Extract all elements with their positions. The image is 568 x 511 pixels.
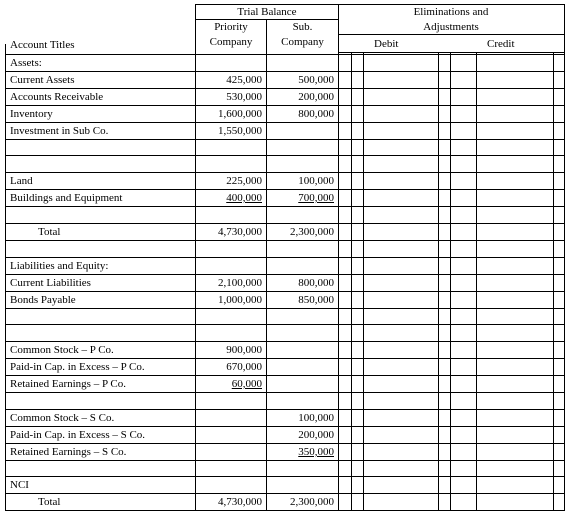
grid-hline bbox=[5, 493, 565, 494]
account-title: Assets: bbox=[10, 57, 42, 69]
priority-amount: 900,000 bbox=[226, 344, 262, 356]
account-title: Bonds Payable bbox=[10, 294, 76, 306]
account-title: Common Stock – P Co. bbox=[10, 344, 114, 356]
account-title: Retained Earnings – S Co. bbox=[10, 446, 127, 458]
grid-hline bbox=[195, 19, 339, 20]
grid-vline bbox=[363, 52, 364, 510]
priority-amount: 4,730,000 bbox=[218, 226, 262, 238]
header-sub-top: Sub. bbox=[292, 21, 313, 33]
account-title: Total bbox=[38, 496, 61, 508]
grid-vline bbox=[450, 52, 451, 510]
grid-hline bbox=[195, 4, 565, 5]
sub-amount: 200,000 bbox=[298, 429, 334, 441]
account-title: Current Assets bbox=[10, 74, 75, 86]
header-adjustments: Adjustments bbox=[423, 21, 479, 33]
priority-amount: 1,600,000 bbox=[218, 108, 262, 120]
priority-amount: 530,000 bbox=[226, 91, 262, 103]
grid-hline bbox=[5, 105, 565, 106]
account-title: Land bbox=[10, 175, 33, 187]
grid-hline bbox=[5, 54, 565, 55]
account-title: Accounts Receivable bbox=[10, 91, 104, 103]
priority-amount: 425,000 bbox=[226, 74, 262, 86]
sub-amount: 200,000 bbox=[298, 91, 334, 103]
grid-hline bbox=[5, 392, 565, 393]
account-title: Investment in Sub Co. bbox=[10, 125, 109, 137]
account-title: Buildings and Equipment bbox=[10, 192, 123, 204]
grid-vline bbox=[476, 52, 477, 510]
priority-amount: 4,730,000 bbox=[218, 496, 262, 508]
sub-amount: 2,300,000 bbox=[290, 496, 334, 508]
header-debit: Debit bbox=[374, 38, 399, 50]
header-trial-balance: Trial Balance bbox=[237, 6, 297, 18]
grid-hline bbox=[5, 358, 565, 359]
header-priority-bottom: Company bbox=[209, 36, 253, 48]
grid-hline bbox=[5, 308, 565, 309]
account-title: Common Stock – S Co. bbox=[10, 412, 115, 424]
grid-hline bbox=[339, 34, 565, 35]
grid-hline bbox=[5, 476, 565, 477]
account-title: Paid-in Cap. in Excess – S Co. bbox=[10, 429, 146, 441]
header-priority-top: Priority bbox=[214, 21, 248, 33]
grid-vline bbox=[266, 19, 267, 510]
sub-amount: 100,000 bbox=[298, 175, 334, 187]
account-title: Inventory bbox=[10, 108, 53, 120]
grid-hline bbox=[5, 426, 565, 427]
grid-hline bbox=[5, 240, 565, 241]
sub-amount: 350,000 bbox=[298, 446, 334, 458]
grid-hline bbox=[5, 206, 565, 207]
account-title: Total bbox=[38, 226, 61, 238]
grid-vline bbox=[351, 52, 352, 510]
grid-hline bbox=[5, 139, 565, 140]
grid-hline bbox=[5, 71, 565, 72]
account-title: NCI bbox=[10, 479, 29, 491]
header-eliminations: Eliminations and bbox=[413, 6, 489, 18]
grid-hline bbox=[5, 189, 565, 190]
sub-amount: 800,000 bbox=[298, 108, 334, 120]
account-title: Retained Earnings – P Co. bbox=[10, 378, 126, 390]
account-title: Liabilities and Equity: bbox=[10, 260, 109, 272]
priority-amount: 670,000 bbox=[226, 361, 262, 373]
sub-amount: 800,000 bbox=[298, 277, 334, 289]
grid-vline bbox=[438, 52, 439, 510]
grid-hline bbox=[339, 52, 565, 53]
grid-hline bbox=[5, 88, 565, 89]
grid-hline bbox=[5, 155, 565, 156]
grid-hline bbox=[5, 223, 565, 224]
grid-hline bbox=[5, 375, 565, 376]
grid-hline bbox=[5, 341, 565, 342]
sub-amount: 700,000 bbox=[298, 192, 334, 204]
grid-hline bbox=[5, 257, 565, 258]
header-credit: Credit bbox=[487, 38, 515, 50]
grid-vline bbox=[5, 44, 6, 510]
grid-hline bbox=[5, 443, 565, 444]
grid-hline bbox=[5, 409, 565, 410]
sub-amount: 500,000 bbox=[298, 74, 334, 86]
priority-amount: 1,550,000 bbox=[218, 125, 262, 137]
priority-amount: 400,000 bbox=[226, 192, 262, 204]
sub-amount: 100,000 bbox=[298, 412, 334, 424]
priority-amount: 225,000 bbox=[226, 175, 262, 187]
priority-amount: 2,100,000 bbox=[218, 277, 262, 289]
header-account-titles: Account Titles bbox=[10, 39, 75, 51]
account-title: Paid-in Cap. in Excess – P Co. bbox=[10, 361, 145, 373]
grid-hline bbox=[5, 460, 565, 461]
header-sub-bottom: Company bbox=[281, 36, 324, 48]
grid-hline bbox=[5, 122, 565, 123]
grid-vline bbox=[553, 52, 554, 510]
account-title: Current Liabilities bbox=[10, 277, 91, 289]
grid-hline bbox=[5, 172, 565, 173]
priority-amount: 60,000 bbox=[231, 378, 262, 390]
grid-hline bbox=[5, 324, 565, 325]
priority-amount: 1,000,000 bbox=[218, 294, 262, 306]
sub-amount: 850,000 bbox=[298, 294, 334, 306]
grid-hline bbox=[5, 274, 565, 275]
grid-hline bbox=[5, 291, 565, 292]
sub-amount: 2,300,000 bbox=[290, 226, 334, 238]
